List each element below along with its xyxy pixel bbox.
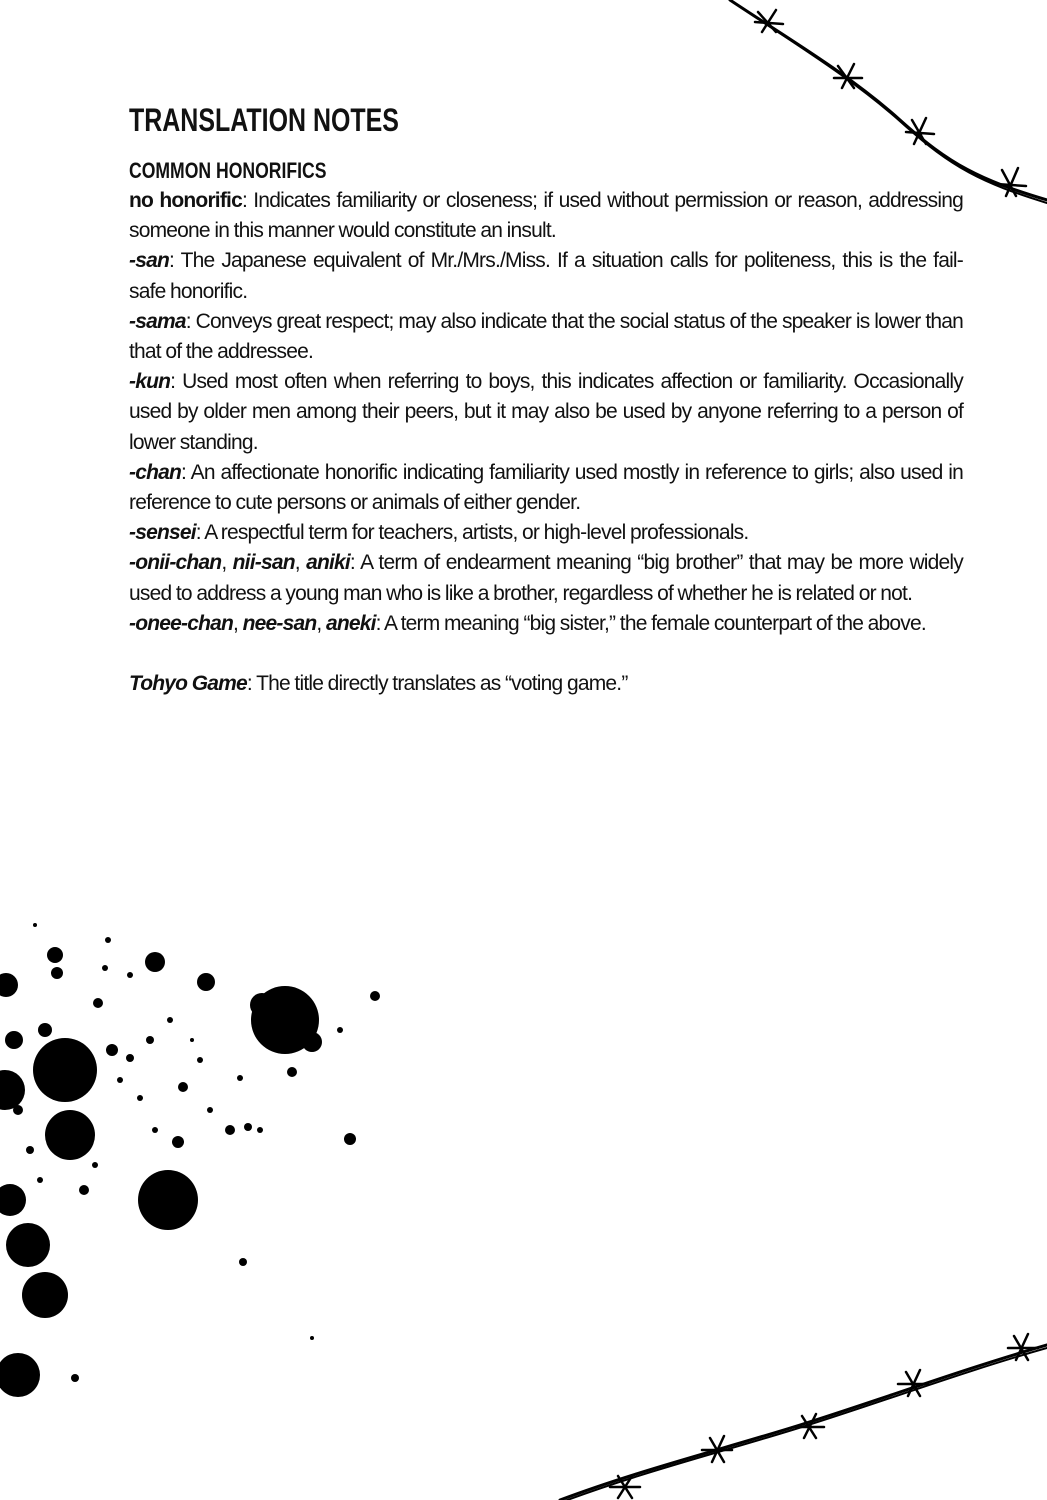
- note-term: -chan: [129, 460, 182, 484]
- note-entry-san: [129, 246, 963, 306]
- note-term: aniki: [306, 551, 350, 575]
- note-term: -san: [129, 249, 169, 273]
- note-separator: ,: [316, 611, 326, 635]
- note-term: -onii-chan: [129, 551, 222, 575]
- note-description: : A term of endearment meaning “big brother” that may be more widely used to address a young man who is like a brother, regardless of whether he is related or not.: [129, 551, 963, 605]
- note-entry-title: [129, 669, 963, 699]
- note-description: : Conveys great respect; may also indicate that the social status of the speaker is lower than that of the addressee.: [129, 309, 963, 364]
- note-separator: ,: [233, 611, 243, 635]
- note-term: nee-san: [242, 611, 317, 635]
- barbed-wire-bottom-icon: [560, 1334, 1047, 1500]
- note-term: Tohyo Game: [129, 672, 247, 696]
- translation-notes: [129, 96, 963, 699]
- note-description: : Used most often when referring to boys, this indicates affection or familiarity. Occasionally used by older men among their peers, but it may also be used by anyone referring to a person of lower standing.: [129, 370, 963, 454]
- note-term: -sama: [129, 309, 186, 333]
- note-entry-no-honorific: [129, 186, 963, 246]
- note-description: : The Japanese equivalent of Mr./Mrs./Miss. If a situation calls for politeness, this is the fail-safe honorific.: [129, 249, 963, 303]
- note-description: : An affectionate honorific indicating familiarity used mostly in reference to girls; also used in reference to cute persons or animals of either gender.: [129, 460, 963, 515]
- note-description: : Indicates familiarity or closeness; if used without permission or reason, addressing someone in this manner would constitute an insult.: [129, 189, 963, 243]
- spacer: [129, 639, 963, 669]
- note-entry-sama: [129, 307, 963, 367]
- note-term: -sensei: [129, 521, 196, 545]
- note-entry-sensei: [129, 518, 963, 548]
- note-separator: ,: [294, 551, 307, 575]
- note-description: : The title directly translates as “voting game.”: [246, 672, 628, 696]
- page-title: TRANSLATION NOTES: [129, 102, 399, 138]
- note-term: aneki: [325, 611, 376, 635]
- note-term: -onee-chan: [129, 611, 234, 635]
- note-description: : A respectful term for teachers, artists, or high-level professionals.: [195, 521, 749, 545]
- note-term: no honorific: [129, 189, 242, 212]
- note-term: -kun: [129, 370, 171, 394]
- note-separator: ,: [221, 551, 233, 575]
- ink-splatter-icon: [0, 923, 380, 1397]
- note-entry-kun: [129, 367, 963, 458]
- note-entry-onii-chan: [129, 548, 963, 608]
- note-term: nii-san: [232, 551, 295, 575]
- note-description: : A term meaning “big sister,” the female counterpart of the above.: [375, 611, 926, 635]
- note-entry-onee-chan: [129, 609, 963, 639]
- note-entry-chan: [129, 458, 963, 518]
- section-heading: COMMON HONORIFICS: [129, 158, 327, 183]
